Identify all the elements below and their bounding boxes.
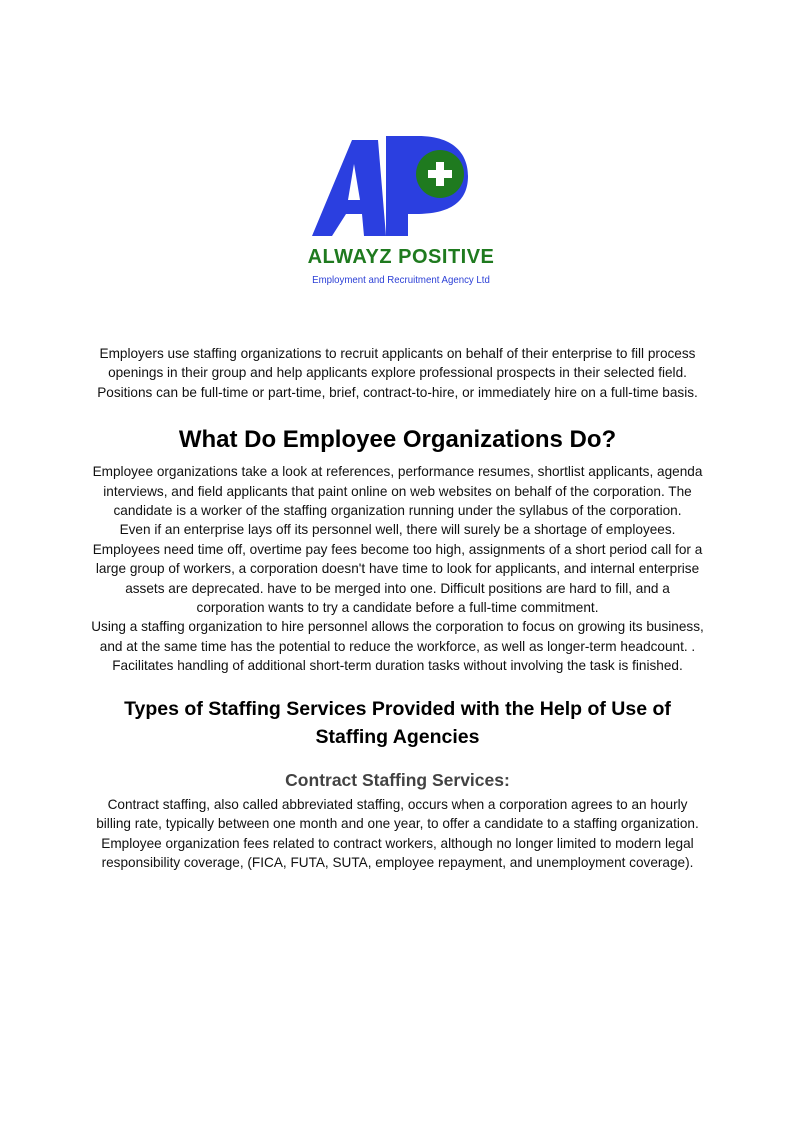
section1-heading: What Do Employee Organizations Do? xyxy=(178,426,617,454)
logo-tagline: Employment and Recruitment Agency Ltd xyxy=(312,274,490,286)
section1-paragraph-3: Using a staffing organization to hire personnel allows the corporation to focus on growing its business, and at the same time has the potential to reduce the workforce, as well as longer-term headcount. . Facilitates handling of additional short-term duration tasks without involving the task is finished. xyxy=(91,619,704,674)
subsection-heading: Contract Staffing Services: xyxy=(285,769,510,790)
subsection-paragraph-1: Contract staffing, also called abbreviated staffing, occurs when a corporation agrees to an hourly billing rate, typically between one month and one year, to offer a candidate to a staffing organization. xyxy=(96,796,699,832)
intro-paragraph-1: Employers use staffing organizations to recruit applicants on behalf of their enterprise to fill process openings in their group and help applicants explore professional prospects in their selected field. xyxy=(99,346,696,381)
document-body xyxy=(90,344,705,872)
section1-paragraph-1: Employee organizations take a look at references, performance resumes, shortlist applicants, agenda interviews, and field applicants that paint online on web websites on behalf of the corporation. The candidate is a worker of the staffing organization running under the syllabus of the corporation. xyxy=(92,464,703,519)
subsection-paragraph-2: Employee organization fees related to contract workers, although no longer limited to modern legal responsibility coverage, (FICA, FUTA, SUTA, employee repayment, and unemployment coverage). xyxy=(101,835,694,870)
section2-heading: Types of Staffing Services Provided with the Help of Use of Staffing Agencies xyxy=(124,697,671,748)
ap-logo-mark xyxy=(290,128,512,246)
logo-company-name: ALWAYZ POSITIVE xyxy=(307,246,495,268)
intro-paragraph-2: Positions can be full-time or part-time, brief, contract-to-hire, or immediately hire on a full-time basis. xyxy=(97,384,698,400)
company-logo xyxy=(290,128,512,290)
plus-icon-vertical xyxy=(436,162,444,186)
logo-letter-a xyxy=(312,140,386,236)
section1-paragraph-2: Even if an enterprise lays off its personnel well, there will surely be a shortage of employees. Employees need time off, overtime pay fees become too high, assignments of a short period call for a large group of workers, a corporation doesn't have time to look for applicants, and internal enterprise assets are deprecated. have to be merged into one. Difficult positions are hard to fill, and a corporation wants to try a candidate before a full-time commitment. xyxy=(92,522,703,616)
